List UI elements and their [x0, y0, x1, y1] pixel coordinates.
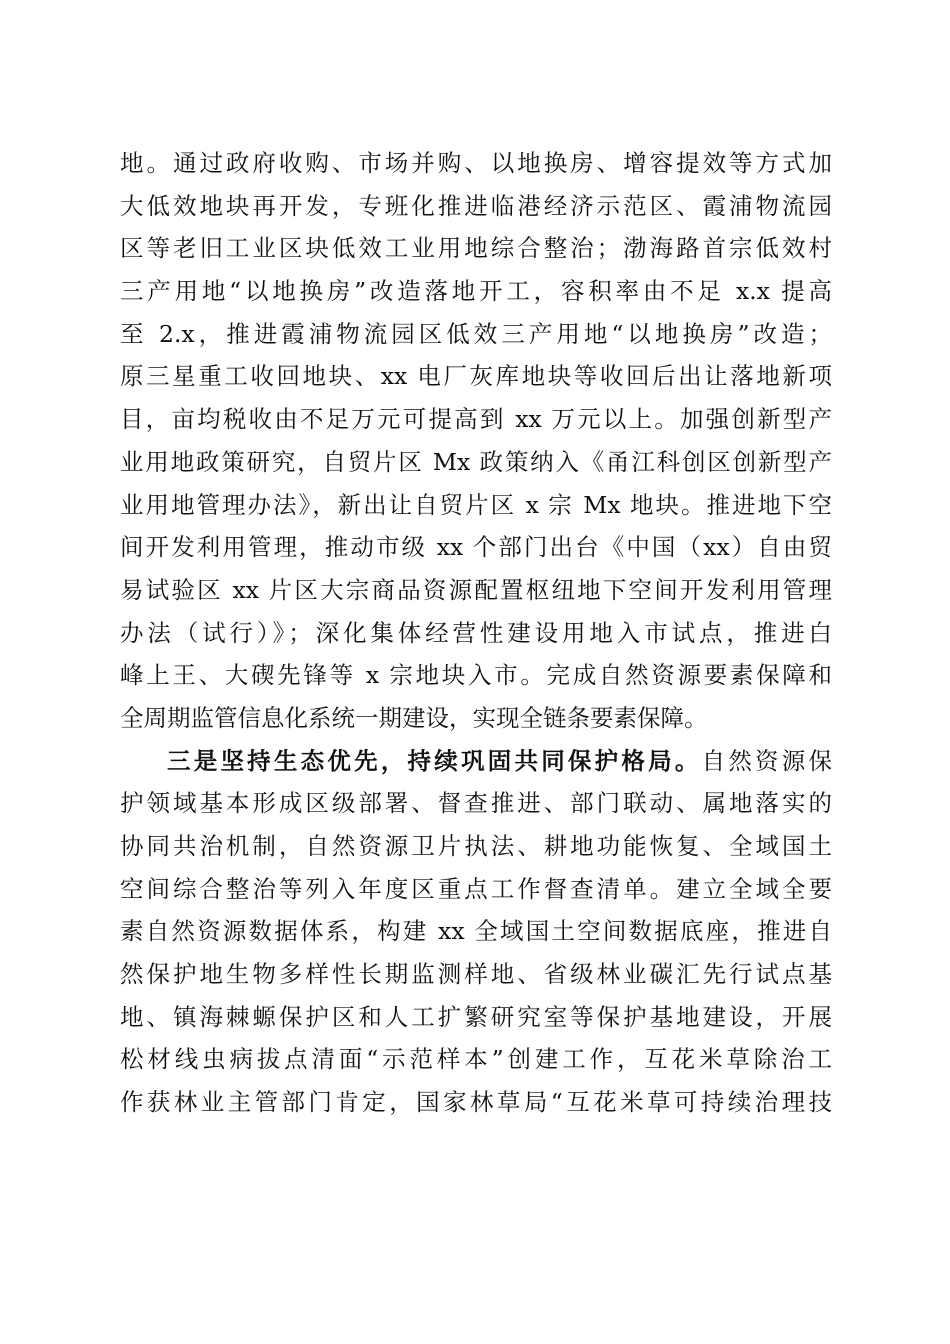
- text-line: 间开发利用管理，推动市级 xx 个部门出台《中国（xx）自由贸: [120, 533, 832, 562]
- text-line: 素自然资源数据体系，构建 xx 全域国土空间数据底座，推进自: [120, 917, 832, 946]
- text-line: 办法（试行）》；深化集体经营性建设用地入市试点，推进白: [120, 618, 832, 647]
- text-fragment: 自然资源保: [701, 746, 833, 775]
- text-line: 地。通过政府收购、市场并购、以地换房、增容提效等方式加: [120, 149, 832, 177]
- text-line: 协同共治机制，自然资源卫片执法、耕地功能恢复、全域国土: [120, 832, 832, 860]
- text-line: [120, 740, 832, 783]
- section-heading: 三是坚持生态优先，持续巩固共同保护格局。: [167, 746, 702, 775]
- text-line: 护领域基本形成区级部署、督查推进、部门联动、属地落实的: [120, 789, 832, 818]
- text-line: 原三星重工收回地块、xx 电厂灰库地块等收回后出让落地新项: [120, 362, 832, 391]
- paragraph-land-use: [120, 142, 832, 740]
- text-line: 区等老旧工业区块低效工业用地综合整治；渤海路首宗低效村: [120, 234, 832, 263]
- text-line: 作获林业主管部门肯定，国家林草局“互花米草可持续治理技: [120, 1088, 832, 1117]
- text-line: 易试验区 xx 片区大宗商品资源配置枢纽地下空间开发利用管理: [120, 575, 832, 604]
- text-line: 目，亩均税收由不足万元可提高到 xx 万元以上。加强创新型产: [120, 405, 832, 434]
- text-line: 空间综合整治等列入年度区重点工作督查清单。建立全域全要: [120, 874, 832, 903]
- text-line: 三产用地“以地换房”改造落地开工，容积率由不足 x.x 提高: [120, 277, 832, 306]
- text-line: 松材线虫病拔点清面“示范样本”创建工作，互花米草除治工: [120, 1045, 832, 1074]
- text-line: 然保护地生物多样性长期监测样地、省级林业碳汇先行试点基: [120, 960, 832, 989]
- text-line: 业用地政策研究，自贸片区 Mx 政策纳入《甬江科创区创新型产: [120, 447, 832, 476]
- text-line: 峰上王、大碶先锋等 x 宗地块入市。完成自然资源要素保障和: [120, 661, 832, 690]
- text-line: 至 2.x，推进霞浦物流园区低效三产用地“以地换房”改造；: [120, 319, 832, 348]
- text-line: 全周期监管信息化系统一期建设，实现全链条要素保障。: [120, 703, 708, 732]
- text-line: 大低效地块再开发，专班化推进临港经济示范区、霞浦物流园: [120, 191, 832, 220]
- document-body: [120, 142, 832, 1124]
- paragraph-ecology: [120, 740, 832, 1124]
- text-line: 业用地管理办法》，新出让自贸片区 x 宗 Mx 地块。推进地下空: [120, 490, 832, 519]
- text-line: 地、镇海棘螈保护区和人工扩繁研究室等保护基地建设，开展: [120, 1002, 832, 1031]
